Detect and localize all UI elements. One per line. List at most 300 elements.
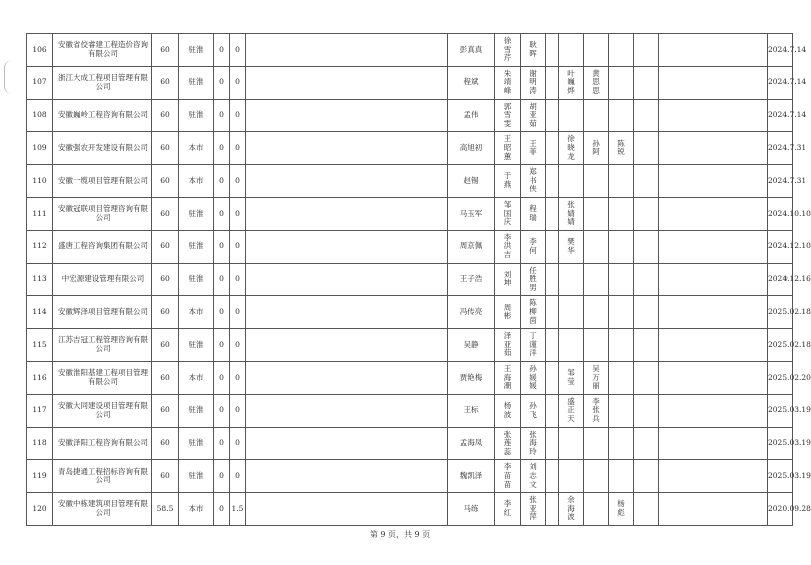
member-2 — [521, 460, 546, 493]
date: 2025.03.19 — [768, 427, 793, 460]
member-4 — [584, 296, 609, 329]
member-5-text: 杨彪 — [617, 499, 625, 518]
company-name: 安徽辉泽项目管理有限公司 — [53, 296, 152, 329]
person-name: 孟海凤 — [448, 427, 495, 460]
value-a: 0 — [214, 132, 230, 165]
blank-cell — [546, 66, 559, 99]
row-number: 114 — [27, 296, 53, 329]
member-4 — [584, 99, 609, 132]
blank-cell — [546, 296, 559, 329]
location: 本市 — [179, 296, 214, 329]
row-number: 109 — [27, 132, 53, 165]
member-2 — [521, 296, 546, 329]
person-name: 魏凯泽 — [448, 460, 495, 493]
blank-cell — [659, 329, 768, 362]
location: 驻淮 — [179, 99, 214, 132]
member-1-text: 李洪吉 — [503, 232, 512, 259]
member-2-text: 胡亚茹 — [529, 101, 537, 128]
blank-cell — [659, 394, 768, 427]
date: 2025.02.20 — [768, 361, 793, 394]
blank-cell — [246, 329, 448, 362]
member-5 — [609, 460, 634, 493]
member-6 — [634, 460, 659, 493]
date: 2024.7.14 — [768, 34, 793, 67]
member-5 — [609, 34, 634, 67]
person-name: 孟伟 — [448, 99, 495, 132]
blank-cell — [246, 230, 448, 263]
location: 驻淮 — [179, 427, 214, 460]
date: 2025.02.18 — [768, 329, 793, 362]
member-4 — [584, 493, 609, 526]
member-1-text: 张莲蕊 — [503, 429, 512, 456]
binding-mark — [4, 60, 13, 94]
member-6 — [634, 165, 659, 198]
table-row — [27, 394, 793, 427]
blank-cell — [246, 197, 448, 230]
table-row — [27, 230, 793, 263]
member-5 — [609, 165, 634, 198]
location: 本市 — [179, 493, 214, 526]
blank-cell — [546, 263, 559, 296]
member-3 — [559, 132, 584, 165]
member-1 — [495, 296, 521, 329]
member-6 — [634, 394, 659, 427]
score: 60 — [152, 394, 179, 427]
blank-cell — [659, 493, 768, 526]
value-b: 0 — [230, 263, 246, 296]
person-name: 王子浩 — [448, 263, 495, 296]
row-number: 106 — [27, 34, 53, 67]
blank-cell — [659, 34, 768, 67]
page-footer: 第 9 页，共 9 页 — [369, 530, 431, 539]
table-row — [27, 34, 793, 67]
blank-cell — [546, 427, 559, 460]
date: 2025.03.19 — [768, 394, 793, 427]
member-4 — [584, 263, 609, 296]
member-2 — [521, 427, 546, 460]
value-a: 0 — [214, 66, 230, 99]
blank-cell — [246, 460, 448, 493]
member-4 — [584, 361, 609, 394]
member-5 — [609, 263, 634, 296]
person-name: 彭真真 — [448, 34, 495, 67]
member-4 — [584, 132, 609, 165]
person-name: 王标 — [448, 394, 495, 427]
company-name: 青岛捷通工程招标咨询有限公司 — [53, 460, 152, 493]
member-3-text: 张婧婧 — [567, 199, 575, 227]
member-1-text: 泽亚茹 — [503, 331, 512, 358]
member-6 — [634, 427, 659, 460]
value-b: 0 — [230, 132, 246, 165]
table-row — [27, 427, 793, 460]
date: 2024.12.10 — [768, 230, 793, 263]
value-a: 0 — [214, 197, 230, 230]
member-3 — [559, 329, 584, 362]
member-2 — [521, 493, 546, 526]
blank-cell — [246, 493, 448, 526]
company-name: 安徽淮阳基建工程项目管理有限公司 — [53, 361, 152, 394]
person-name: 冯传亮 — [448, 296, 495, 329]
member-1-text: 于燕 — [503, 171, 512, 190]
blank-cell — [246, 296, 448, 329]
location: 驻淮 — [179, 197, 214, 230]
person-name: 高旭初 — [448, 132, 495, 165]
member-6 — [634, 263, 659, 296]
value-b: 0 — [230, 34, 246, 67]
member-1-text: 周彬 — [503, 302, 512, 321]
blank-cell — [546, 132, 559, 165]
member-1 — [495, 263, 521, 296]
company-name: 盛唐工程咨询集团有限公司 — [53, 230, 152, 263]
company-name: 江苏吉冠工程管理咨询有限公司 — [53, 329, 152, 362]
member-2 — [521, 394, 546, 427]
row-number: 115 — [27, 329, 53, 362]
member-2-text: 刘志文 — [529, 462, 537, 489]
blank-cell — [546, 329, 559, 362]
member-6 — [634, 66, 659, 99]
member-3 — [559, 197, 584, 230]
member-3 — [559, 460, 584, 493]
member-2-text: 耿晖 — [529, 40, 537, 58]
score: 60 — [152, 99, 179, 132]
member-2-text: 丁谨洋 — [529, 331, 537, 358]
location: 驻淮 — [179, 34, 214, 67]
score: 60 — [152, 66, 179, 99]
member-1 — [495, 66, 521, 99]
member-3 — [559, 66, 584, 99]
location: 驻淮 — [179, 329, 214, 362]
table-row — [27, 99, 793, 132]
value-a: 0 — [214, 394, 230, 427]
member-1 — [495, 165, 521, 198]
location: 驻淮 — [179, 66, 214, 99]
member-3-text: 叶巍烨 — [567, 68, 575, 95]
member-1 — [495, 427, 521, 460]
blank-cell — [246, 361, 448, 394]
value-b: 0 — [230, 66, 246, 99]
member-5-text: 陈锐 — [617, 138, 625, 157]
location: 驻淮 — [179, 394, 214, 427]
blank-cell — [659, 361, 768, 394]
location: 驻淮 — [179, 460, 214, 493]
member-1 — [495, 197, 521, 230]
table-row — [27, 66, 793, 99]
member-4 — [584, 34, 609, 67]
member-3-text: 徐晓龙 — [567, 134, 575, 161]
row-number: 116 — [27, 361, 53, 394]
member-2-text: 谢明涛 — [529, 68, 537, 95]
blank-cell — [246, 427, 448, 460]
location: 本市 — [179, 165, 214, 198]
blank-cell — [659, 427, 768, 460]
member-2-text: 张海玲 — [529, 429, 537, 456]
member-3 — [559, 34, 584, 67]
company-name: 中宏源建设管理有限公司 — [53, 263, 152, 296]
member-6 — [634, 197, 659, 230]
score: 60 — [152, 427, 179, 460]
table-row — [27, 493, 793, 526]
member-1 — [495, 361, 521, 394]
member-3 — [559, 99, 584, 132]
member-2 — [521, 329, 546, 362]
member-4 — [584, 427, 609, 460]
member-1 — [495, 493, 521, 526]
member-4 — [584, 230, 609, 263]
member-5 — [609, 361, 634, 394]
member-3-text: 盛正天 — [567, 396, 575, 423]
member-1-text: 王昭蕙 — [503, 134, 512, 161]
value-b: 0 — [230, 329, 246, 362]
score: 60 — [152, 230, 179, 263]
member-3 — [559, 263, 584, 296]
person-name: 马练 — [448, 493, 495, 526]
member-2 — [521, 132, 546, 165]
score: 60 — [152, 329, 179, 362]
value-b: 0 — [230, 165, 246, 198]
member-6 — [634, 99, 659, 132]
value-a: 0 — [214, 165, 230, 198]
value-a: 0 — [214, 296, 230, 329]
value-b: 0 — [230, 394, 246, 427]
member-6 — [634, 493, 659, 526]
blank-cell — [659, 99, 768, 132]
member-2 — [521, 99, 546, 132]
score: 60 — [152, 296, 179, 329]
score: 60 — [152, 263, 179, 296]
value-a: 0 — [214, 460, 230, 493]
blank-cell — [546, 460, 559, 493]
date: 2024.7.31 — [768, 165, 793, 198]
member-5 — [609, 99, 634, 132]
member-1-text: 王海潮 — [503, 363, 512, 391]
blank-cell — [659, 132, 768, 165]
member-3 — [559, 296, 584, 329]
member-4 — [584, 329, 609, 362]
value-b: 0 — [230, 460, 246, 493]
row-number: 117 — [27, 394, 53, 427]
registry-table — [26, 33, 811, 526]
member-2-text: 孙媛媛 — [529, 363, 537, 391]
member-1-text: 邹国庆 — [503, 199, 512, 227]
value-b: 0 — [230, 99, 246, 132]
member-3 — [559, 427, 584, 460]
person-name: 周京佩 — [448, 230, 495, 263]
blank-cell — [246, 394, 448, 427]
member-1-text: 李苗苗 — [503, 462, 512, 489]
member-2 — [521, 197, 546, 230]
date: 2024.7.14 — [768, 99, 793, 132]
value-a: 0 — [214, 34, 230, 67]
table-row — [27, 296, 793, 329]
member-2-text: 陈柳茵 — [529, 298, 537, 325]
row-number: 110 — [27, 165, 53, 198]
member-1-text: 徐雪芹 — [503, 35, 512, 63]
location: 本市 — [179, 132, 214, 165]
row-number: 119 — [27, 460, 53, 493]
person-name: 马玉军 — [448, 197, 495, 230]
member-3-text: 邹莹 — [567, 368, 575, 386]
blank-cell — [659, 165, 768, 198]
value-a: 0 — [214, 361, 230, 394]
score: 60 — [152, 361, 179, 394]
member-3 — [559, 493, 584, 526]
company-name: 安徽强农开发建设有限公司 — [53, 132, 152, 165]
row-number: 107 — [27, 66, 53, 99]
row-number: 118 — [27, 427, 53, 460]
table-row — [27, 165, 793, 198]
member-2 — [521, 263, 546, 296]
member-3 — [559, 165, 584, 198]
member-1 — [495, 99, 521, 132]
member-1-text: 朱靖峰 — [503, 68, 512, 95]
member-6 — [634, 296, 659, 329]
company-name: 安徽省佼睿建工程造价咨询有限公司 — [53, 34, 152, 67]
table-row — [27, 132, 793, 165]
member-2-text: 孙飞 — [529, 401, 537, 419]
score: 60 — [152, 165, 179, 198]
member-2-text: 张亚萍 — [529, 495, 537, 522]
value-a: 0 — [214, 427, 230, 460]
member-5 — [609, 394, 634, 427]
member-6 — [634, 132, 659, 165]
row-number: 113 — [27, 263, 53, 296]
member-5 — [609, 197, 634, 230]
value-a: 0 — [214, 230, 230, 263]
member-3 — [559, 361, 584, 394]
location: 驻淮 — [179, 263, 214, 296]
company-name: 浙江大成工程项目管理有限公司 — [53, 66, 152, 99]
member-2-text: 郑书侠 — [529, 167, 537, 194]
member-4 — [584, 460, 609, 493]
score: 60 — [152, 460, 179, 493]
member-2-text: 王菲 — [529, 138, 537, 157]
date: 2025.02.18 — [768, 296, 793, 329]
member-1-text: 郭雪雯 — [503, 101, 512, 128]
member-4-text: 黄思思 — [592, 68, 600, 95]
company-name: 安徽巍岭工程咨询有限公司 — [53, 99, 152, 132]
member-1-text: 李红 — [503, 499, 512, 518]
member-1 — [495, 132, 521, 165]
table-row — [27, 263, 793, 296]
person-name: 吴静 — [448, 329, 495, 362]
blank-cell — [246, 263, 448, 296]
blank-cell — [546, 34, 559, 67]
blank-cell — [659, 296, 768, 329]
blank-cell — [246, 99, 448, 132]
table-row — [27, 361, 793, 394]
date: 2025.03.19 — [768, 460, 793, 493]
blank-cell — [659, 460, 768, 493]
blank-cell — [246, 165, 448, 198]
value-b: 0 — [230, 296, 246, 329]
blank-cell — [246, 132, 448, 165]
score: 58.5 — [152, 493, 179, 526]
member-3-text: 余海波 — [567, 495, 575, 522]
date: 2024.12.16 — [768, 263, 793, 296]
date: 2024.7.14 — [768, 66, 793, 99]
row-number: 111 — [27, 197, 53, 230]
member-3-text: 樊华 — [567, 237, 575, 255]
company-name: 安徽中栋建筑项目管理有限公司 — [53, 493, 152, 526]
member-4-text: 孙阿 — [592, 138, 600, 157]
blank-cell — [546, 394, 559, 427]
member-4 — [584, 197, 609, 230]
member-4-text: 吴万丽 — [592, 363, 600, 391]
member-6 — [634, 230, 659, 263]
member-6 — [634, 329, 659, 362]
member-4 — [584, 66, 609, 99]
person-name: 赵锡 — [448, 165, 495, 198]
member-6 — [634, 361, 659, 394]
value-b: 0 — [230, 427, 246, 460]
blank-cell — [246, 66, 448, 99]
value-b: 0 — [230, 361, 246, 394]
value-a: 0 — [214, 493, 230, 526]
company-name: 安徽一缆项目管理有限公司 — [53, 165, 152, 198]
member-1 — [495, 230, 521, 263]
table-row — [27, 197, 793, 230]
value-b: 0 — [230, 197, 246, 230]
date: 2024.7.31 — [768, 132, 793, 165]
blank-cell — [659, 230, 768, 263]
member-5 — [609, 296, 634, 329]
member-2 — [521, 165, 546, 198]
member-5 — [609, 329, 634, 362]
date: 2020.09.28 — [768, 493, 793, 526]
blank-cell — [659, 197, 768, 230]
value-b: 0 — [230, 230, 246, 263]
value-a: 0 — [214, 99, 230, 132]
member-4-text: 李张兵 — [592, 396, 600, 423]
blank-cell — [659, 66, 768, 99]
blank-cell — [546, 165, 559, 198]
value-a: 0 — [214, 263, 230, 296]
blank-cell — [546, 230, 559, 263]
member-4 — [584, 165, 609, 198]
member-2-text: 任胜男 — [529, 265, 537, 292]
blank-cell — [546, 99, 559, 132]
location: 驻淮 — [179, 230, 214, 263]
member-3 — [559, 230, 584, 263]
member-2 — [521, 34, 546, 67]
blank-cell — [246, 34, 448, 67]
member-3 — [559, 394, 584, 427]
score: 60 — [152, 34, 179, 67]
member-5 — [609, 493, 634, 526]
date: 2024.10.10 — [768, 197, 793, 230]
score: 60 — [152, 132, 179, 165]
score: 60 — [152, 197, 179, 230]
company-name: 安徽冠联项目管理咨询有限公司 — [53, 197, 152, 230]
person-name: 贾艳梅 — [448, 361, 495, 394]
row-number: 120 — [27, 493, 53, 526]
member-2-text: 李何 — [529, 237, 537, 255]
member-6 — [634, 34, 659, 67]
member-1 — [495, 394, 521, 427]
blank-cell — [546, 197, 559, 230]
member-1 — [495, 460, 521, 493]
member-4 — [584, 394, 609, 427]
blank-cell — [659, 263, 768, 296]
blank-cell — [546, 493, 559, 526]
row-number: 108 — [27, 99, 53, 132]
member-1-text: 刘坤 — [503, 269, 512, 288]
row-number: 112 — [27, 230, 53, 263]
company-name: 安徽大同建设项目管理有限公司 — [53, 394, 152, 427]
member-2 — [521, 361, 546, 394]
table-row — [27, 329, 793, 362]
member-5 — [609, 427, 634, 460]
